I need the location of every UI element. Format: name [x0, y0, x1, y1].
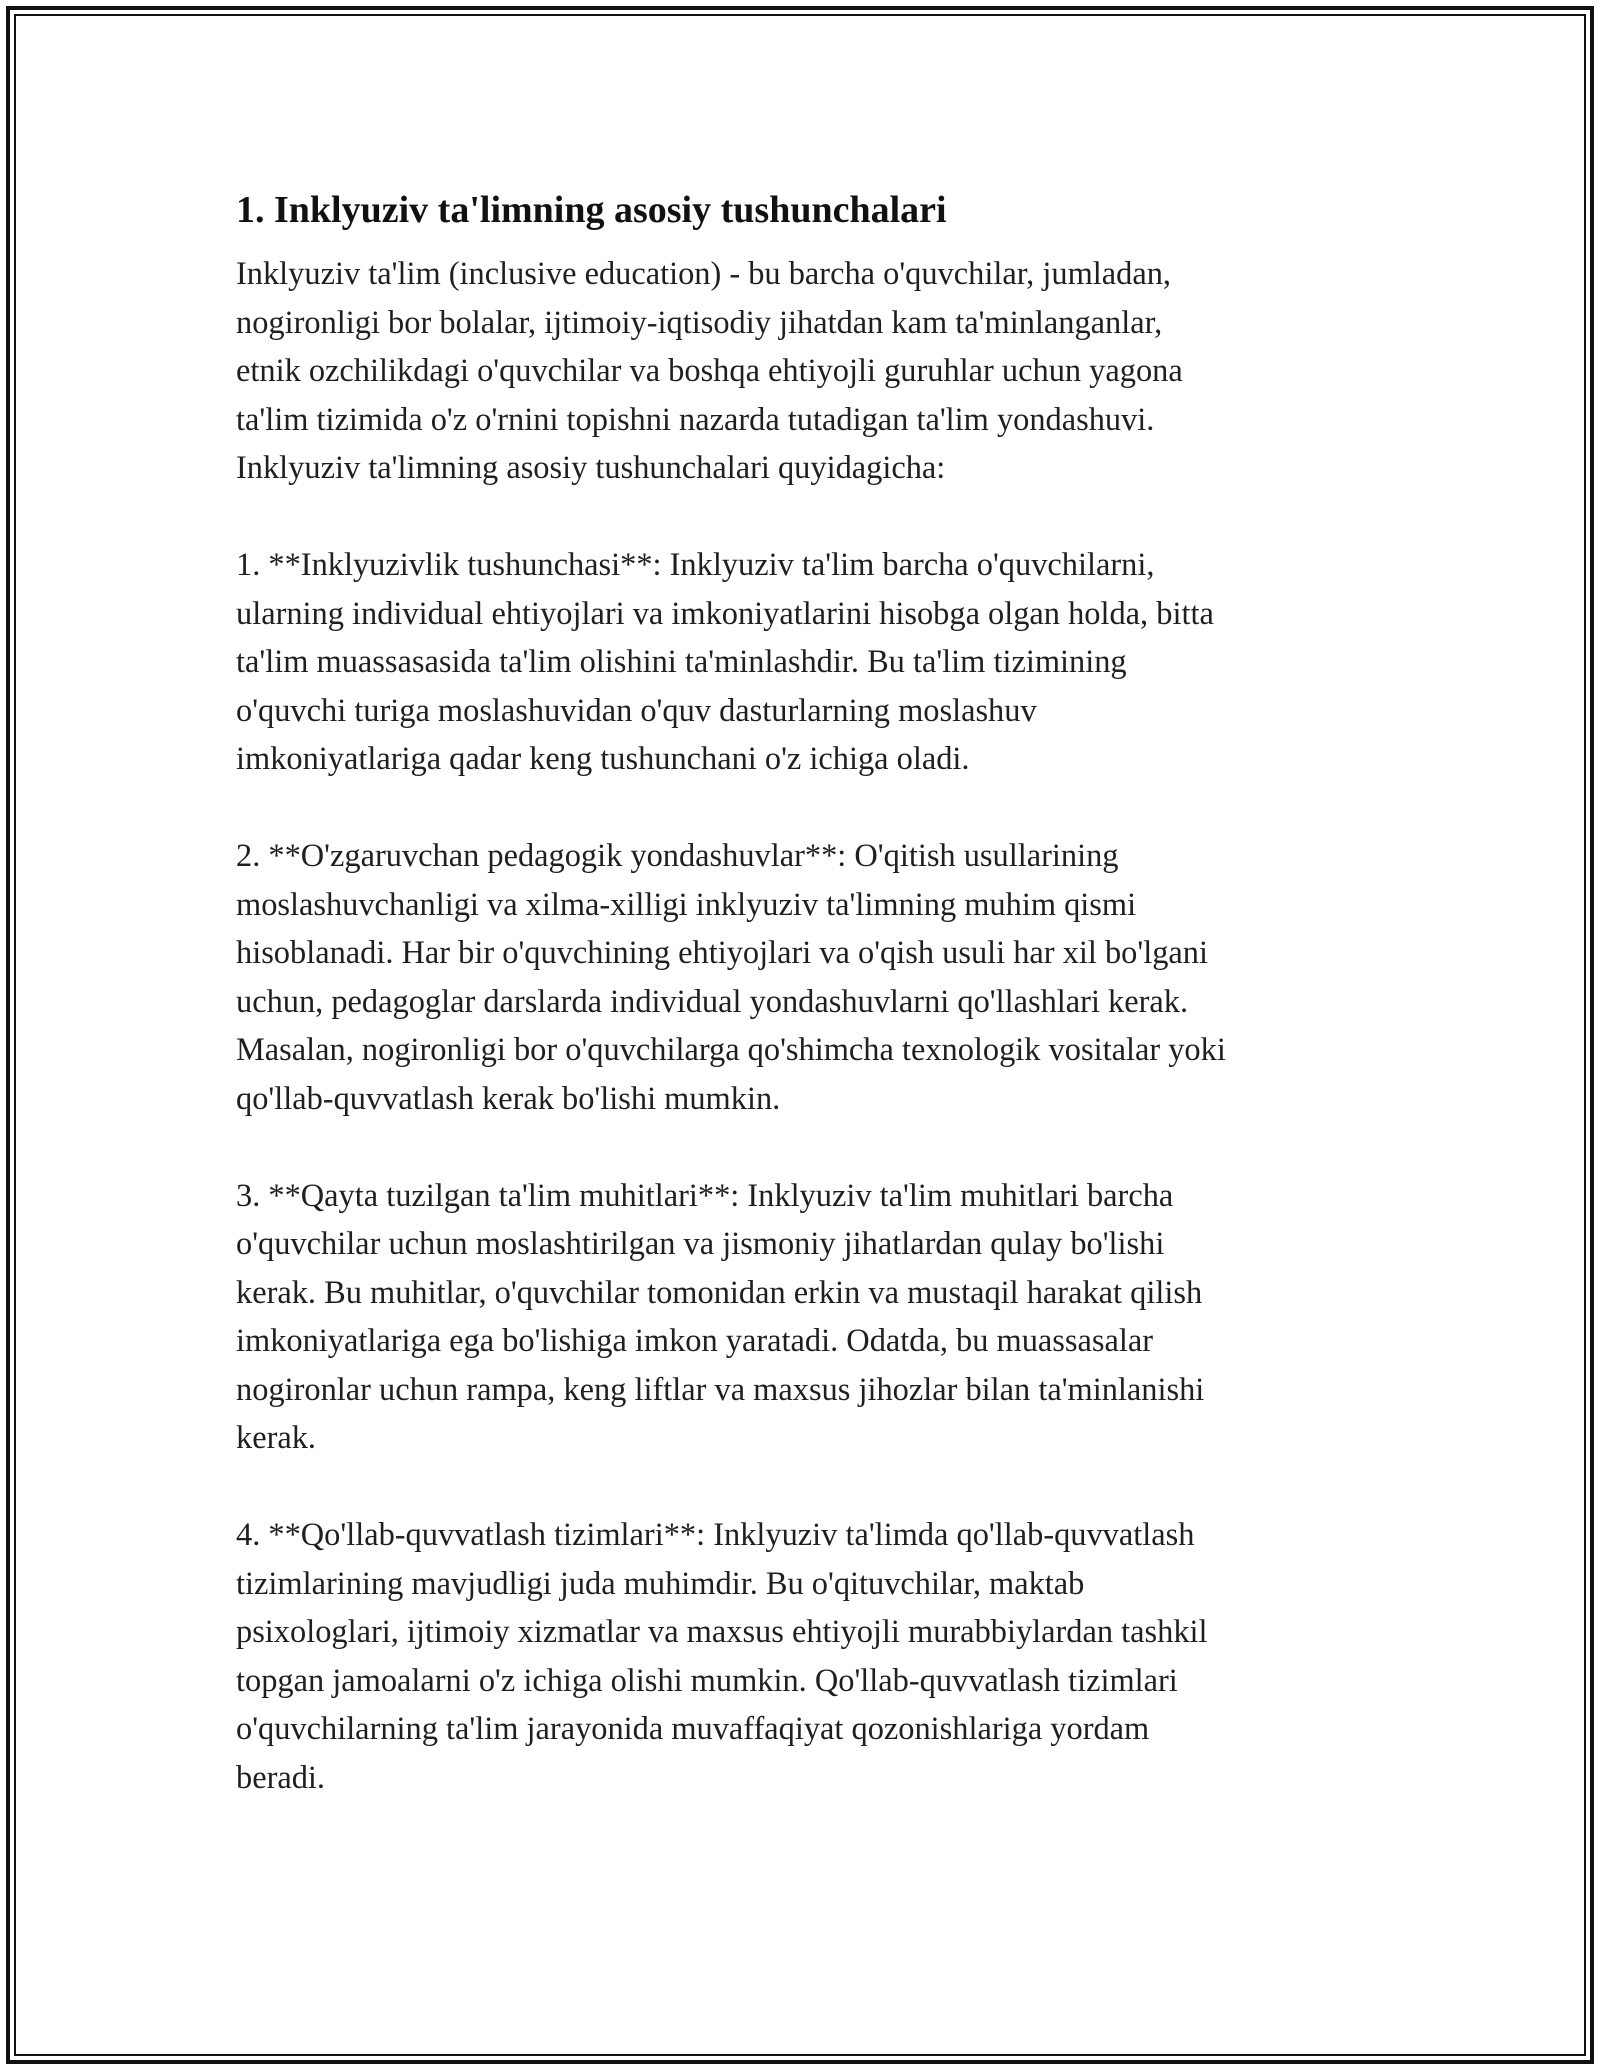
list-item-4-paragraph — [236, 1511, 1376, 1802]
text-line: tizimlarining mavjudligi juda muhimdir. Bu o'qituvchilar, maktab — [236, 1565, 1085, 1602]
text-line: o'quvchilarning ta'lim jarayonida muvaffaqiyat qozonishlariga yordam — [236, 1711, 1150, 1747]
text-line: 4. **Qo'llab-quvvatlash tizimlari**: Inklyuziv ta'limda qo'llab-quvvatlash — [236, 1517, 1195, 1553]
text-line: nogironlar uchun rampa, keng liftlar va maxsus jihozlar bilan ta'minlanishi — [236, 1371, 1205, 1408]
text-line: 3. **Qayta tuzilgan ta'lim muhitlari**: Inklyuziv ta'lim muhitlari barcha — [236, 1177, 1174, 1214]
text-line: moslashuvchanligi va xilma-xilligi inklyuziv ta'limning muhim qismi — [236, 886, 1137, 923]
text-line: ularning individual ehtiyojlari va imkoniyatlarini hisobga olgan holda, bitta — [236, 595, 1214, 632]
text-line: nogironligi bor bolalar, ijtimoiy-iqtisodiy jihatdan kam ta'minlanganlar, — [236, 304, 1163, 341]
text-line: qo'llab-quvvatlash kerak bo'lishi mumkin. — [236, 1080, 781, 1117]
list-item-1-paragraph — [236, 541, 1376, 784]
text-line: o'quvchi turiga moslashuvidan o'quv dasturlarning moslashuv — [236, 692, 1037, 729]
list-item-2-paragraph — [236, 832, 1376, 1123]
text-line: kerak. Bu muhitlar, o'quvchilar tomonidan erkin va mustaqil harakat qilish — [236, 1274, 1203, 1311]
text-line: etnik ozchilikdagi o'quvchilar va boshqa ehtiyojli guruhlar uchun yagona — [236, 353, 1183, 389]
text-line: kerak. — [236, 1420, 317, 1456]
text-line: 2. **O'zgaruvchan pedagogik yondashuvlar**: O'qitish usullarining — [236, 838, 1119, 874]
text-line: Inklyuziv ta'lim (inclusive education) - bu barcha o'quvchilar, jumladan, — [236, 256, 1172, 292]
text-line: topgan jamoalarni o'z ichiga olishi mumkin. Qo'llab-quvvatlash tizimlari — [236, 1662, 1178, 1699]
text-line: o'quvchilar uchun moslashtirilgan va jismoniy jihatlardan qulay bo'lishi — [236, 1226, 1165, 1262]
text-line: Masalan, nogironligi bor o'quvchilarga qo'shimcha texnologik vositalar yoki — [236, 1032, 1226, 1068]
text-line: psixologlari, ijtimoiy xizmatlar va maxsus ehtiyojli murabbiylardan tashkil — [236, 1614, 1208, 1650]
text-line: imkoniyatlariga ega bo'lishiga imkon yaratadi. Odatda, bu muassasalar — [236, 1323, 1154, 1359]
document-page — [236, 186, 1376, 1802]
text-line: uchun, pedagoglar darslarda individual yondashuvlarni qo'llashlari kerak. — [236, 983, 1189, 1020]
text-line: ta'lim tizimida o'z o'rnini topishni nazarda tutadigan ta'lim yondashuvi. — [236, 401, 1155, 438]
list-item-3-paragraph — [236, 1172, 1376, 1463]
text-line: Inklyuziv ta'limning asosiy tushunchalari quyidagicha: — [236, 450, 946, 486]
text-line: imkoniyatlariga qadar keng tushunchani o'z ichiga oladi. — [236, 741, 970, 777]
text-line: 1. **Inklyuzivlik tushunchasi**: Inklyuziv ta'lim barcha o'quvchilarni, — [236, 547, 1155, 583]
text-line: beradi. — [236, 1759, 326, 1796]
document-title: 1. Inklyuziv ta'limning asosiy tushunchalari — [236, 189, 947, 231]
intro-paragraph — [236, 250, 1376, 493]
text-line: ta'lim muassasasida ta'lim olishini ta'minlashdir. Bu ta'lim tizimining — [236, 644, 1127, 680]
text-line: hisoblanadi. Har bir o'quvchining ehtiyojlari va o'qish usuli har xil bo'lgani — [236, 935, 1208, 971]
